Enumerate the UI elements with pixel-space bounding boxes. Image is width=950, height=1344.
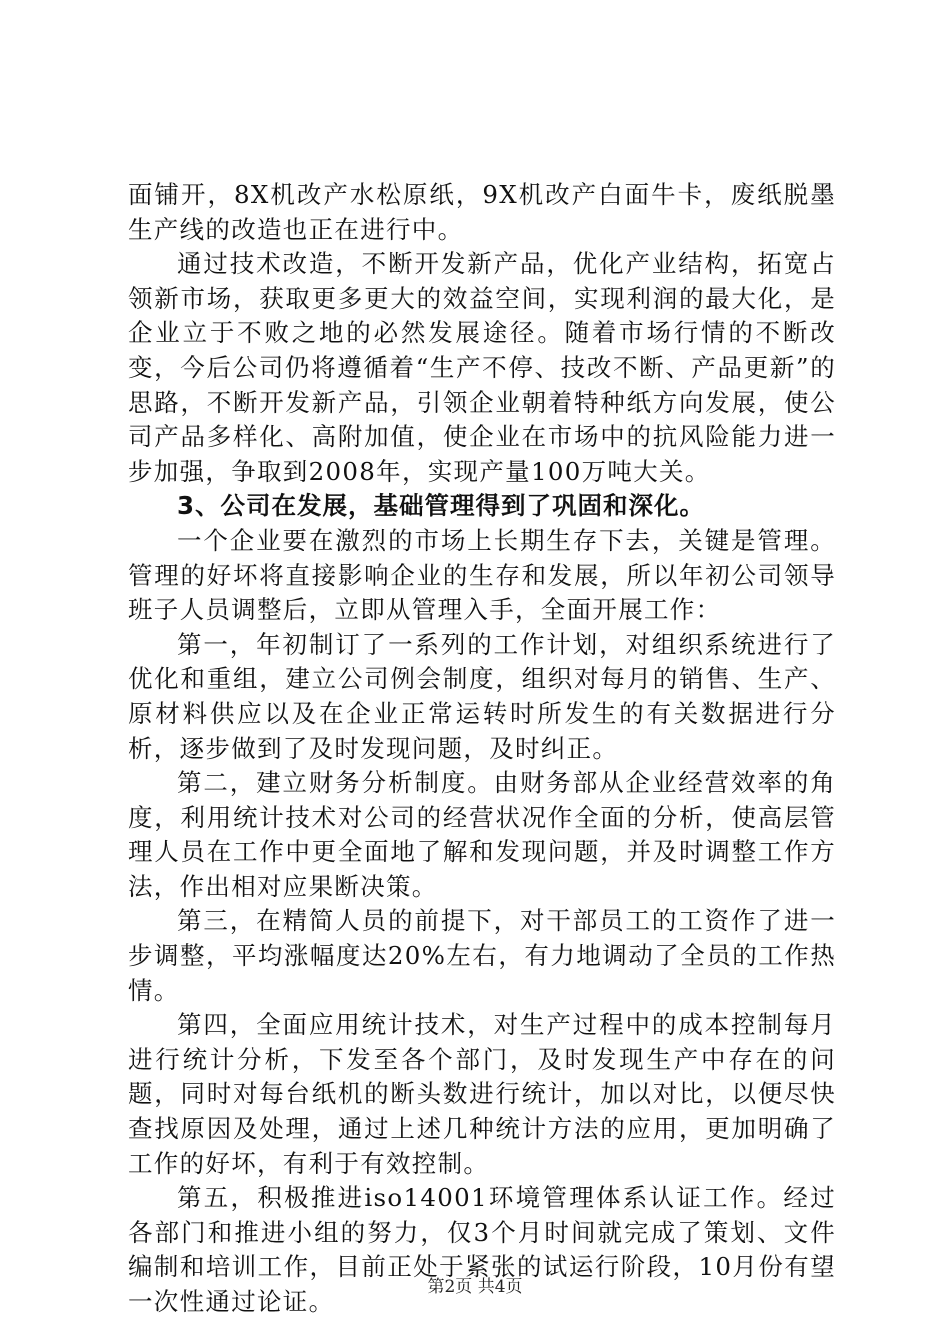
document-body (128, 178, 836, 1320)
paragraph-continuation: 面铺开，8X机改产水松原纸，9X机改产白面牛卡，废纸脱墨生产线的改造也正在进行中。 (128, 180, 836, 244)
paragraph-management-intro: 一个企业要在激烈的市场上长期生存下去，关键是管理。管理的好坏将直接影响企业的生存和发展，所以年初公司领导班子人员调整后，立即从管理入手，全面开展工作： (128, 525, 836, 625)
paragraph-point-1: 第一，年初制订了一系列的工作计划，对组织系统进行了优化和重组，建立公司例会制度，组织对每月的销售、生产、原材料供应以及在企业正常运转时所发生的有关数据进行分析，逐步做到了及时发现问题，及时纠正。 (128, 629, 836, 763)
page-number-footer: 第2页 共4页 (427, 1277, 523, 1297)
paragraph-technology-upgrade: 通过技术改造，不断开发新产品，优化产业结构，拓宽占领新市场，获取更多更大的效益空间，实现利润的最大化，是企业立于不败之地的必然发展途径。随着市场行情的不断改变，今后公司仍将遵循着“生产不停、技改不断、产品更新”的思路，不断开发新产品，引领企业朝着特种纸方向发展，使公司产品多样化、高附加值，使企业在市场中的抗风险能力进一步加强，争取到2008年，实现产量100万吨大关。 (128, 249, 836, 486)
paragraph-point-2: 第二，建立财务分析制度。由财务部从企业经营效率的角度，利用统计技术对公司的经营状况作全面的分析，使高层管理人员在工作中更全面地了解和发现问题，并及时调整工作方法，作出相对应果断决策。 (128, 768, 836, 901)
paragraph-point-5: 第五，积极推进iso14001环境管理体系认证工作。经过各部门和推进小组的努力，仅3个月时间就完成了策划、文件编制和培训工作，目前正处于紧张的试运行阶段，10月份有望一次性通过论证。 (128, 1183, 836, 1316)
paragraph-point-4: 第四，全面应用统计技术，对生产过程中的成本控制每月进行统计分析，下发至各个部门，及时发现生产中存在的问题，同时对每台纸机的断头数进行统计，加以对比，以便尽快查找原因及处理，通过上述几种统计方法的应用，更加明确了工作的好坏，有利于有效控制。 (128, 1010, 836, 1178)
paragraph-point-3: 第三，在精简人员的前提下，对干部员工的工资作了进一步调整，平均涨幅度达20%左右，有力地调动了全员的工作热情。 (128, 906, 836, 1005)
section-heading: 3、公司在发展，基础管理得到了巩固和深化。 (177, 491, 706, 521)
